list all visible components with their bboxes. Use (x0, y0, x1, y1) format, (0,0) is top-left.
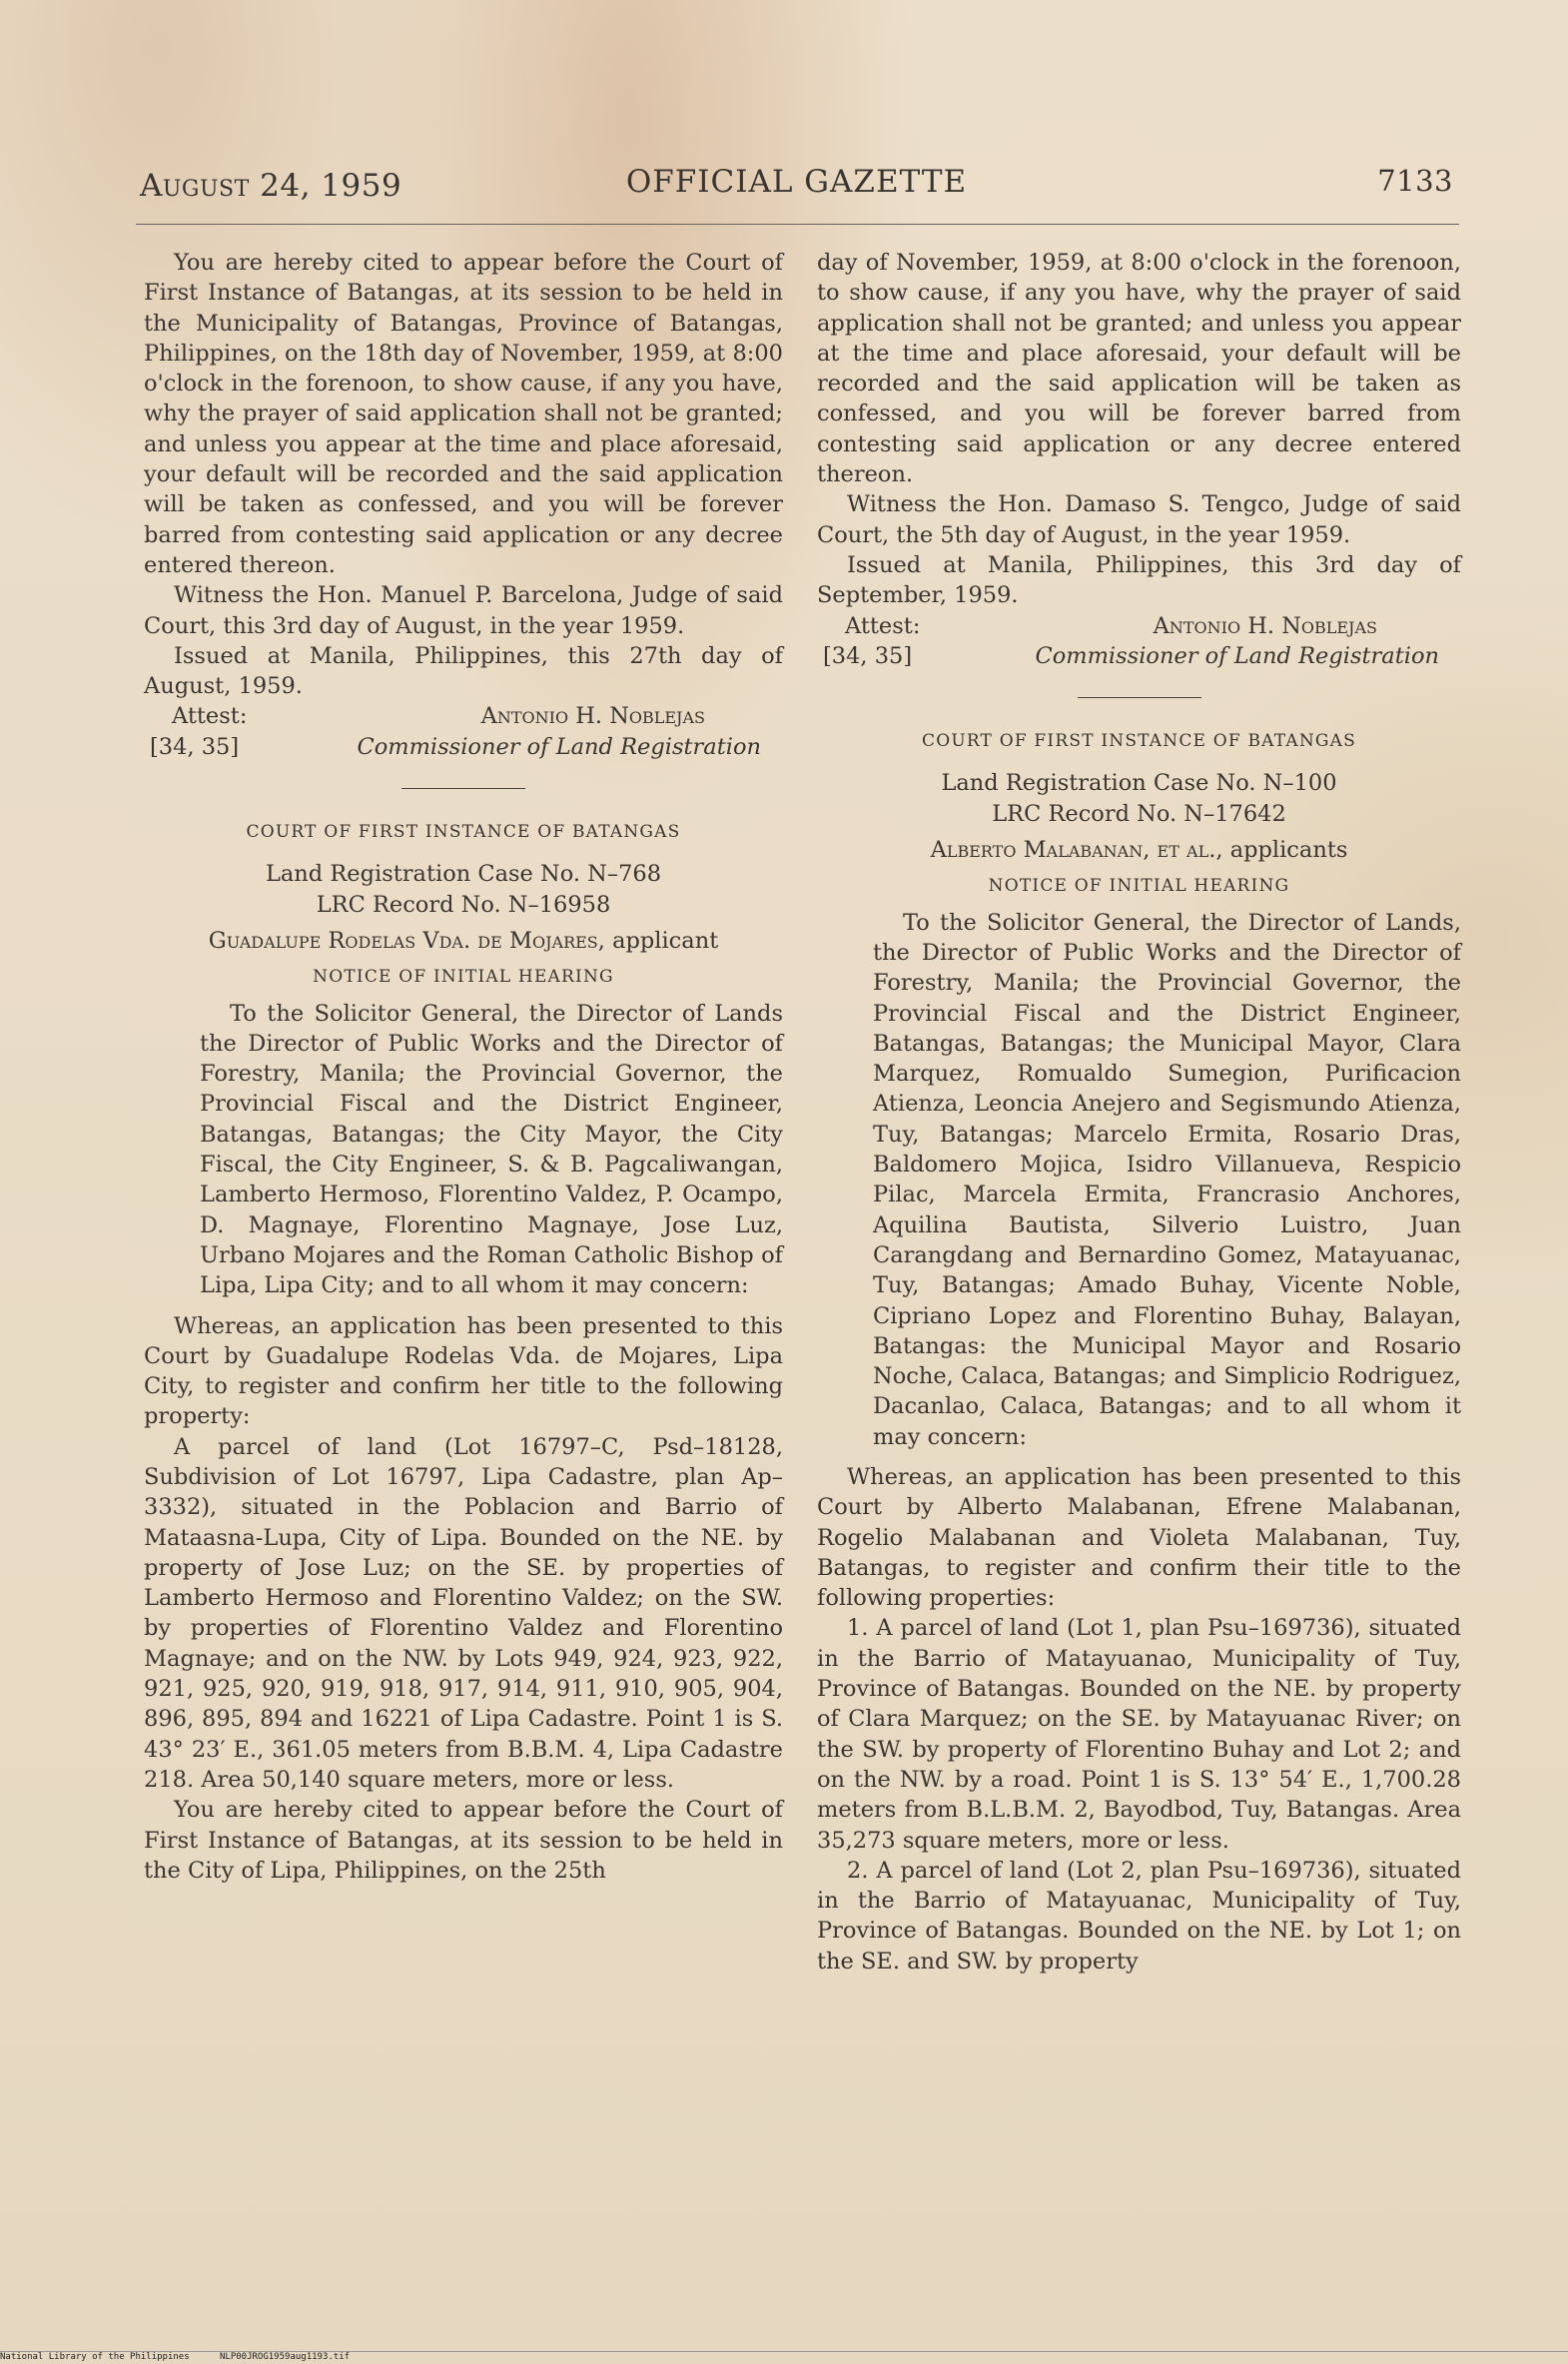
left-cited-paragraph: You are hereby cited to appear before the Court of First Instance of Batangas, at its session to be held in the Municipality of Batangas, Province of Batangas, Philippines, on the 18th day of November, 1959, at 8:00 o'clock in the forenoon, to show cause, if any you have, why the prayer of said application shall not be granted; and unless you appear at the time and place aforesaid, your default will be recorded and the said application will be taken as confessed, and you will be forever barred from contesting said application or any decree entered thereon. (144, 250, 783, 578)
footer-file: NLP00JROG1959aug1193.tif (220, 2352, 351, 2362)
left-attest-name: Antonio H. Noblejas (480, 703, 705, 730)
left-addressees: To the Solicitor General, the Director of Lands the Director of Public Works and the Director of Forestry, Manila; the Provincial Governor, the Provincial Fiscal and the District Engineer, Batangas, Batangas; the City Mayor, the City Fiscal, the City Engineer, S. & B. Pagcaliwangan, Lamberto Hermoso, Florentino Valdez, P. Ocampo, D. Magnaye, Florentino Magnaye, Jose Luz, Urbano Mojares and the Roman Catholic Bishop of Lipa, Lipa City; and to all whom it may concern: (200, 1000, 783, 1299)
right-record-no: LRC Record No. N–17642 (992, 800, 1286, 827)
right-attest-name: Antonio H. Noblejas (1153, 612, 1377, 639)
left-applicant-suffix: , applicant (597, 927, 719, 954)
header-title: OFFICIAL GAZETTE (625, 164, 968, 200)
left-court-heading: COURT OF FIRST INSTANCE OF BATANGAS (246, 822, 681, 843)
left-attest-row (144, 701, 783, 731)
left-column (144, 248, 783, 1886)
left-attest-label: Attest: (172, 703, 248, 730)
right-applicant (817, 835, 1461, 865)
left-applicant (144, 926, 783, 956)
left-applicant-name: Guadalupe Rodelas Vda. de Mojares (208, 927, 598, 954)
right-notice-heading: NOTICE OF INITIAL HEARING (988, 876, 1290, 897)
right-parcel-1: 1. A parcel of land (Lot 1, plan Psu–169736), situated in the Barrio of Matayuanao, Municipality of Tuy, Province of Batangas. Bounded on the NE. by property of Clara Marquez; on the SE. by Matayuanac River; on the SW. by property of Florentino Buhay and Lot 2; and on the NW. by a road. Point 1 is S. 13° 54′ E., 1,700.28 meters from B.L.B.M. 2, Bayodbod, Tuy, Batangas. Area 35,273 square meters, more or less. (817, 1615, 1461, 1854)
right-court-heading: COURT OF FIRST INSTANCE OF BATANGAS (921, 731, 1356, 752)
right-applicant-name: Alberto Malabanan, et al. (930, 837, 1216, 864)
right-ref: [34, 35] (823, 642, 913, 669)
footer-library: National Library of the Philippines (0, 2352, 190, 2362)
page-number: 7133 (1377, 164, 1453, 198)
header-rule (136, 224, 1459, 225)
right-case-no: Land Registration Case No. N–100 (941, 770, 1337, 797)
left-ref-row (144, 732, 783, 762)
right-applicant-suffix: , applicants (1215, 837, 1348, 864)
left-issued: Issued at Manila, Philippines, this 27th day of August, 1959. (144, 642, 783, 700)
left-whereas: Whereas, an application has been presented to this Court by Guadalupe Rodelas Vda. de Mojares, Lipa City, to register and confirm her title to the following property: (144, 1312, 783, 1430)
left-commissioner: Commissioner of Land Registration (357, 733, 761, 760)
left-witness: Witness the Hon. Manuel P. Barcelona, Judge of said Court, this 3rd day of August, in the year 1959. (144, 582, 783, 639)
right-attest-row (817, 611, 1461, 641)
right-commissioner: Commissioner of Land Registration (1035, 642, 1439, 669)
scan-footer (0, 2352, 351, 2362)
right-column (817, 248, 1461, 1976)
left-cited-2: You are hereby cited to appear before the Court of First Instance of Batangas, at its session to be held in the City of Lipa, Philippines, on the 25th (144, 1797, 783, 1884)
left-parcel: A parcel of land (Lot 16797–C, Psd–18128, Subdivision of Lot 16797, Lipa Cadastre, plan Ap–3332), situated in the Poblacion and Barrio of Mataasna-Lupa, City of Lipa. Bounded on the NE. by property of Jose Luz; on the SE. by properties of Lamberto Hermoso and Florentino Valdez; on the SW. by properties of Florentino Valdez and Florentino Magnaye; and on the NW. by Lots 949, 924, 923, 922, 921, 925, 920, 919, 918, 917, 914, 911, 910, 905, 904, 896, 895, 894 and 16221 of Lipa Cadastre. Point 1 is S. 43° 23′ E., 361.05 meters from B.B.M. 4, Lipa Cadastre 218. Area 50,140 square meters, more or less. (144, 1433, 783, 1793)
right-ref-row (817, 641, 1461, 671)
right-addressees: To the Solicitor General, the Director of Lands, the Director of Public Works and the Director of Forestry, Manila; the Provincial Governor, the Provincial Fiscal and the District Engineer, Batangas, Batangas; the Municipal Mayor, Clara Marquez, Romualdo Sumegion, Purificacion Atienza, Leoncia Anejero and Segismundo Atienza, Tuy, Batangas; Marcelo Ermita, Rosario Dras, Baldomero Mojica, Isidro Villanueva, Respicio Pilac, Marcela Ermita, Francrasio Anchores, Aquilina Bautista, Silverio Luistro, Juan Carangdang and Bernardino Gomez, Matayuanac, Tuy, Batangas; Amado Buhay, Vicente Noble, Cipriano Lopez and Florentino Buhay, Balayan, Batangas: the Municipal Mayor and Rosario Noche, Calaca, Batangas; and Simplicio Rodriguez, Dacanlao, Calaca, Batangas; and to all whom it may concern: (873, 909, 1461, 1450)
right-issued: Issued at Manila, Philippines, this 3rd day of September, 1959. (817, 551, 1461, 609)
left-notice-heading: NOTICE OF INITIAL HEARING (313, 967, 614, 988)
right-whereas: Whereas, an application has been presented to this Court by Alberto Malabanan, Efrene Malabanan, Rogelio Malabanan and Violeta Malabanan, Tuy, Batangas, to register and confirm their title to the following properties: (817, 1463, 1461, 1612)
left-ref: [34, 35] (150, 733, 240, 760)
page-header (140, 164, 1453, 212)
right-cited-continuation: day of November, 1959, at 8:00 o'clock in the forenoon, to show cause, if any you have, why the prayer of said application shall not be granted; and unless you appear at the time and place aforesaid, your default will be recorded and the said application will be taken as confessed, and you will be forever barred from contesting said application or any decree entered thereon. (817, 250, 1461, 488)
right-witness: Witness the Hon. Damaso S. Tengco, Judge of said Court, the 5th day of August, in the year 1959. (817, 491, 1461, 548)
header-date: August 24, 1959 (140, 168, 402, 204)
left-record-no: LRC Record No. N–16958 (316, 891, 611, 918)
right-attest-label: Attest: (845, 612, 921, 639)
left-case-no: Land Registration Case No. N–768 (265, 861, 662, 888)
right-parcel-2: 2. A parcel of land (Lot 2, plan Psu–169736), situated in the Barrio of Matayuanac, Municipality of Tuy, Province of Batangas. Bounded on the NE. by Lot 1; on the SE. and SW. by property (817, 1857, 1461, 1974)
